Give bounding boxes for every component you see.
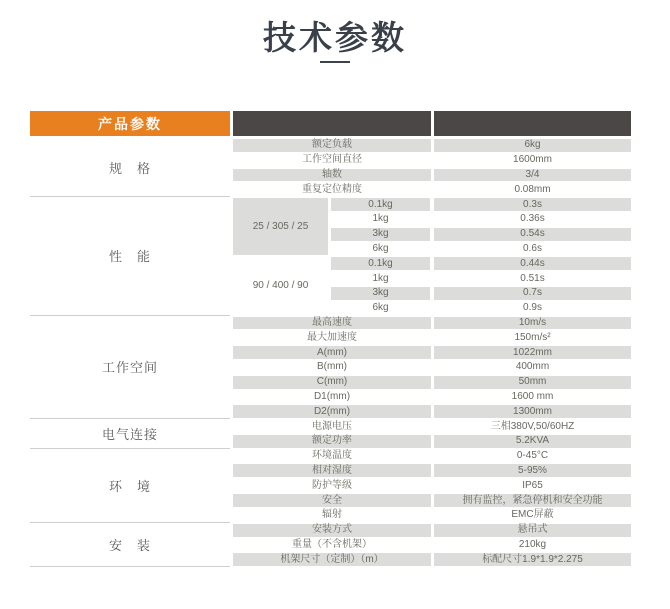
table-row (434, 316, 631, 331)
param-column-header (233, 111, 431, 136)
table-row (434, 360, 631, 375)
table-row (233, 345, 431, 360)
param-cell: 0.1kg (331, 198, 430, 211)
table-row (434, 242, 631, 257)
value-cell: 0.7s (434, 287, 631, 300)
spec-table (30, 111, 631, 567)
table-row (434, 404, 631, 419)
value-cell: 210kg (518, 538, 547, 550)
table-row (233, 464, 431, 479)
param-cell: 机架尺寸（定制）（m） (233, 553, 431, 566)
value-cell: 拥有监控，紧急停机和安全功能 (434, 494, 631, 507)
param-cell: 安全 (233, 494, 431, 507)
value-cell: 5-95% (434, 464, 631, 477)
param-cell: 电源电压 (312, 420, 352, 432)
param-cell: 6kg (372, 302, 389, 314)
value-cell: 1600mm (513, 154, 552, 166)
value-cell: 悬吊式 (434, 524, 631, 537)
value-cell: 0.6s (523, 242, 542, 254)
table-row (434, 271, 631, 286)
table-row (233, 493, 431, 508)
value-cell: 150m/s² (514, 331, 551, 343)
performance-group-label: 25 / 305 / 25 (233, 198, 328, 255)
value-cell: 3/4 (434, 169, 631, 182)
table-row (434, 168, 631, 183)
table-row (233, 478, 431, 493)
table-row (233, 168, 431, 183)
value-cell: 1600 mm (511, 390, 554, 402)
param-cell: 辐射 (322, 509, 342, 521)
param-cell: C(mm) (233, 376, 431, 389)
table-row (434, 449, 631, 464)
table-row (434, 434, 631, 449)
param-cell: D2(mm) (233, 405, 431, 418)
table-row (434, 464, 631, 479)
table-row (434, 390, 631, 405)
value-cell: 5.2KVA (434, 435, 631, 448)
table-header-row (30, 111, 631, 136)
table-row (233, 449, 431, 464)
section-label: 工作空间 (30, 316, 230, 420)
title-underline (320, 61, 350, 63)
product-params-header: 产品参数 (30, 111, 230, 136)
table-row (434, 301, 631, 316)
value-cell: 6kg (434, 139, 631, 152)
section-label: 电气连接 (30, 419, 230, 449)
value-cell: 0.3s (434, 198, 631, 211)
param-cell: 1kg (372, 213, 389, 225)
table-row (434, 212, 631, 227)
value-cell: 标配尺寸1.9*1.9*2.275 (434, 553, 631, 566)
value-cell: 0.44s (434, 257, 631, 270)
table-row (434, 375, 631, 390)
section-label: 规 格 (30, 138, 230, 197)
param-cell: 安装方式 (233, 524, 431, 537)
param-cell: 防护等级 (312, 479, 352, 491)
table-row (233, 538, 431, 553)
value-column (434, 138, 631, 567)
page-title: 技术参数 (263, 19, 407, 56)
value-cell: 三相380V,50/60HZ (490, 420, 575, 432)
table-row (434, 523, 631, 538)
section-column (30, 138, 230, 567)
param-cell: 相对湿度 (233, 464, 431, 477)
table-row (434, 493, 631, 508)
value-cell: 1300mm (434, 405, 631, 418)
table-row (233, 419, 431, 434)
value-cell: 0.9s (523, 302, 542, 314)
table-row (434, 197, 631, 212)
table-row (434, 508, 631, 523)
value-cell: 1022mm (434, 346, 631, 359)
table-row (233, 508, 431, 523)
table-row (233, 316, 431, 331)
param-column (233, 138, 431, 567)
param-cell: 1kg (372, 272, 389, 284)
value-cell: 10m/s (434, 317, 631, 330)
param-cell: 额定负载 (233, 139, 431, 152)
table-row (434, 138, 631, 153)
table-row (434, 345, 631, 360)
param-cell: 最高速度 (233, 317, 431, 330)
param-cell: A(mm) (233, 346, 431, 359)
table-row (233, 138, 431, 153)
value-column-header (434, 111, 631, 136)
table-row (233, 182, 431, 197)
value-cell: 0.51s (520, 272, 545, 284)
table-row (434, 256, 631, 271)
table-row (233, 153, 431, 168)
table-row (233, 434, 431, 449)
value-cell: EMC屏蔽 (511, 509, 554, 521)
param-cell: 工作空间直径 (302, 154, 362, 166)
value-cell: 0-45°C (516, 450, 549, 462)
param-cell: 3kg (331, 287, 430, 300)
param-cell: 6kg (372, 242, 389, 254)
table-body (30, 138, 631, 567)
value-cell: 0.08mm (514, 183, 551, 195)
param-cell: B(mm) (317, 361, 347, 373)
table-row (434, 153, 631, 168)
param-cell: 重量（不含机架） (292, 538, 372, 550)
param-cell: 0.1kg (331, 257, 430, 270)
table-row (434, 330, 631, 345)
table-row (434, 286, 631, 301)
table-row (434, 419, 631, 434)
param-cell: 环境温度 (312, 450, 352, 462)
param-cell: 3kg (331, 228, 430, 241)
value-cell: 0.36s (520, 213, 545, 225)
table-row (233, 330, 431, 345)
table-row (434, 227, 631, 242)
table-row (233, 360, 431, 375)
value-cell: 0.54s (434, 228, 631, 241)
param-cell: 额定功率 (233, 435, 431, 448)
table-row (434, 182, 631, 197)
table-row (233, 552, 431, 567)
param-cell: D1(mm) (313, 390, 351, 402)
section-label: 性 能 (30, 197, 230, 315)
table-row (434, 478, 631, 493)
section-label: 环 境 (30, 449, 230, 523)
param-cell: 轴数 (233, 169, 431, 182)
table-row (434, 552, 631, 567)
param-cell: 最大加速度 (307, 331, 357, 343)
section-label: 安 装 (30, 523, 230, 567)
table-row (233, 404, 431, 419)
value-cell: 50mm (434, 376, 631, 389)
table-row (233, 523, 431, 538)
performance-group-label: 90 / 400 / 90 (252, 280, 309, 292)
value-cell: 400mm (515, 361, 550, 373)
table-row (233, 390, 431, 405)
value-cell: IP65 (522, 479, 543, 491)
param-cell: 重复定位精度 (302, 183, 362, 195)
table-row (434, 538, 631, 553)
table-row (233, 375, 431, 390)
